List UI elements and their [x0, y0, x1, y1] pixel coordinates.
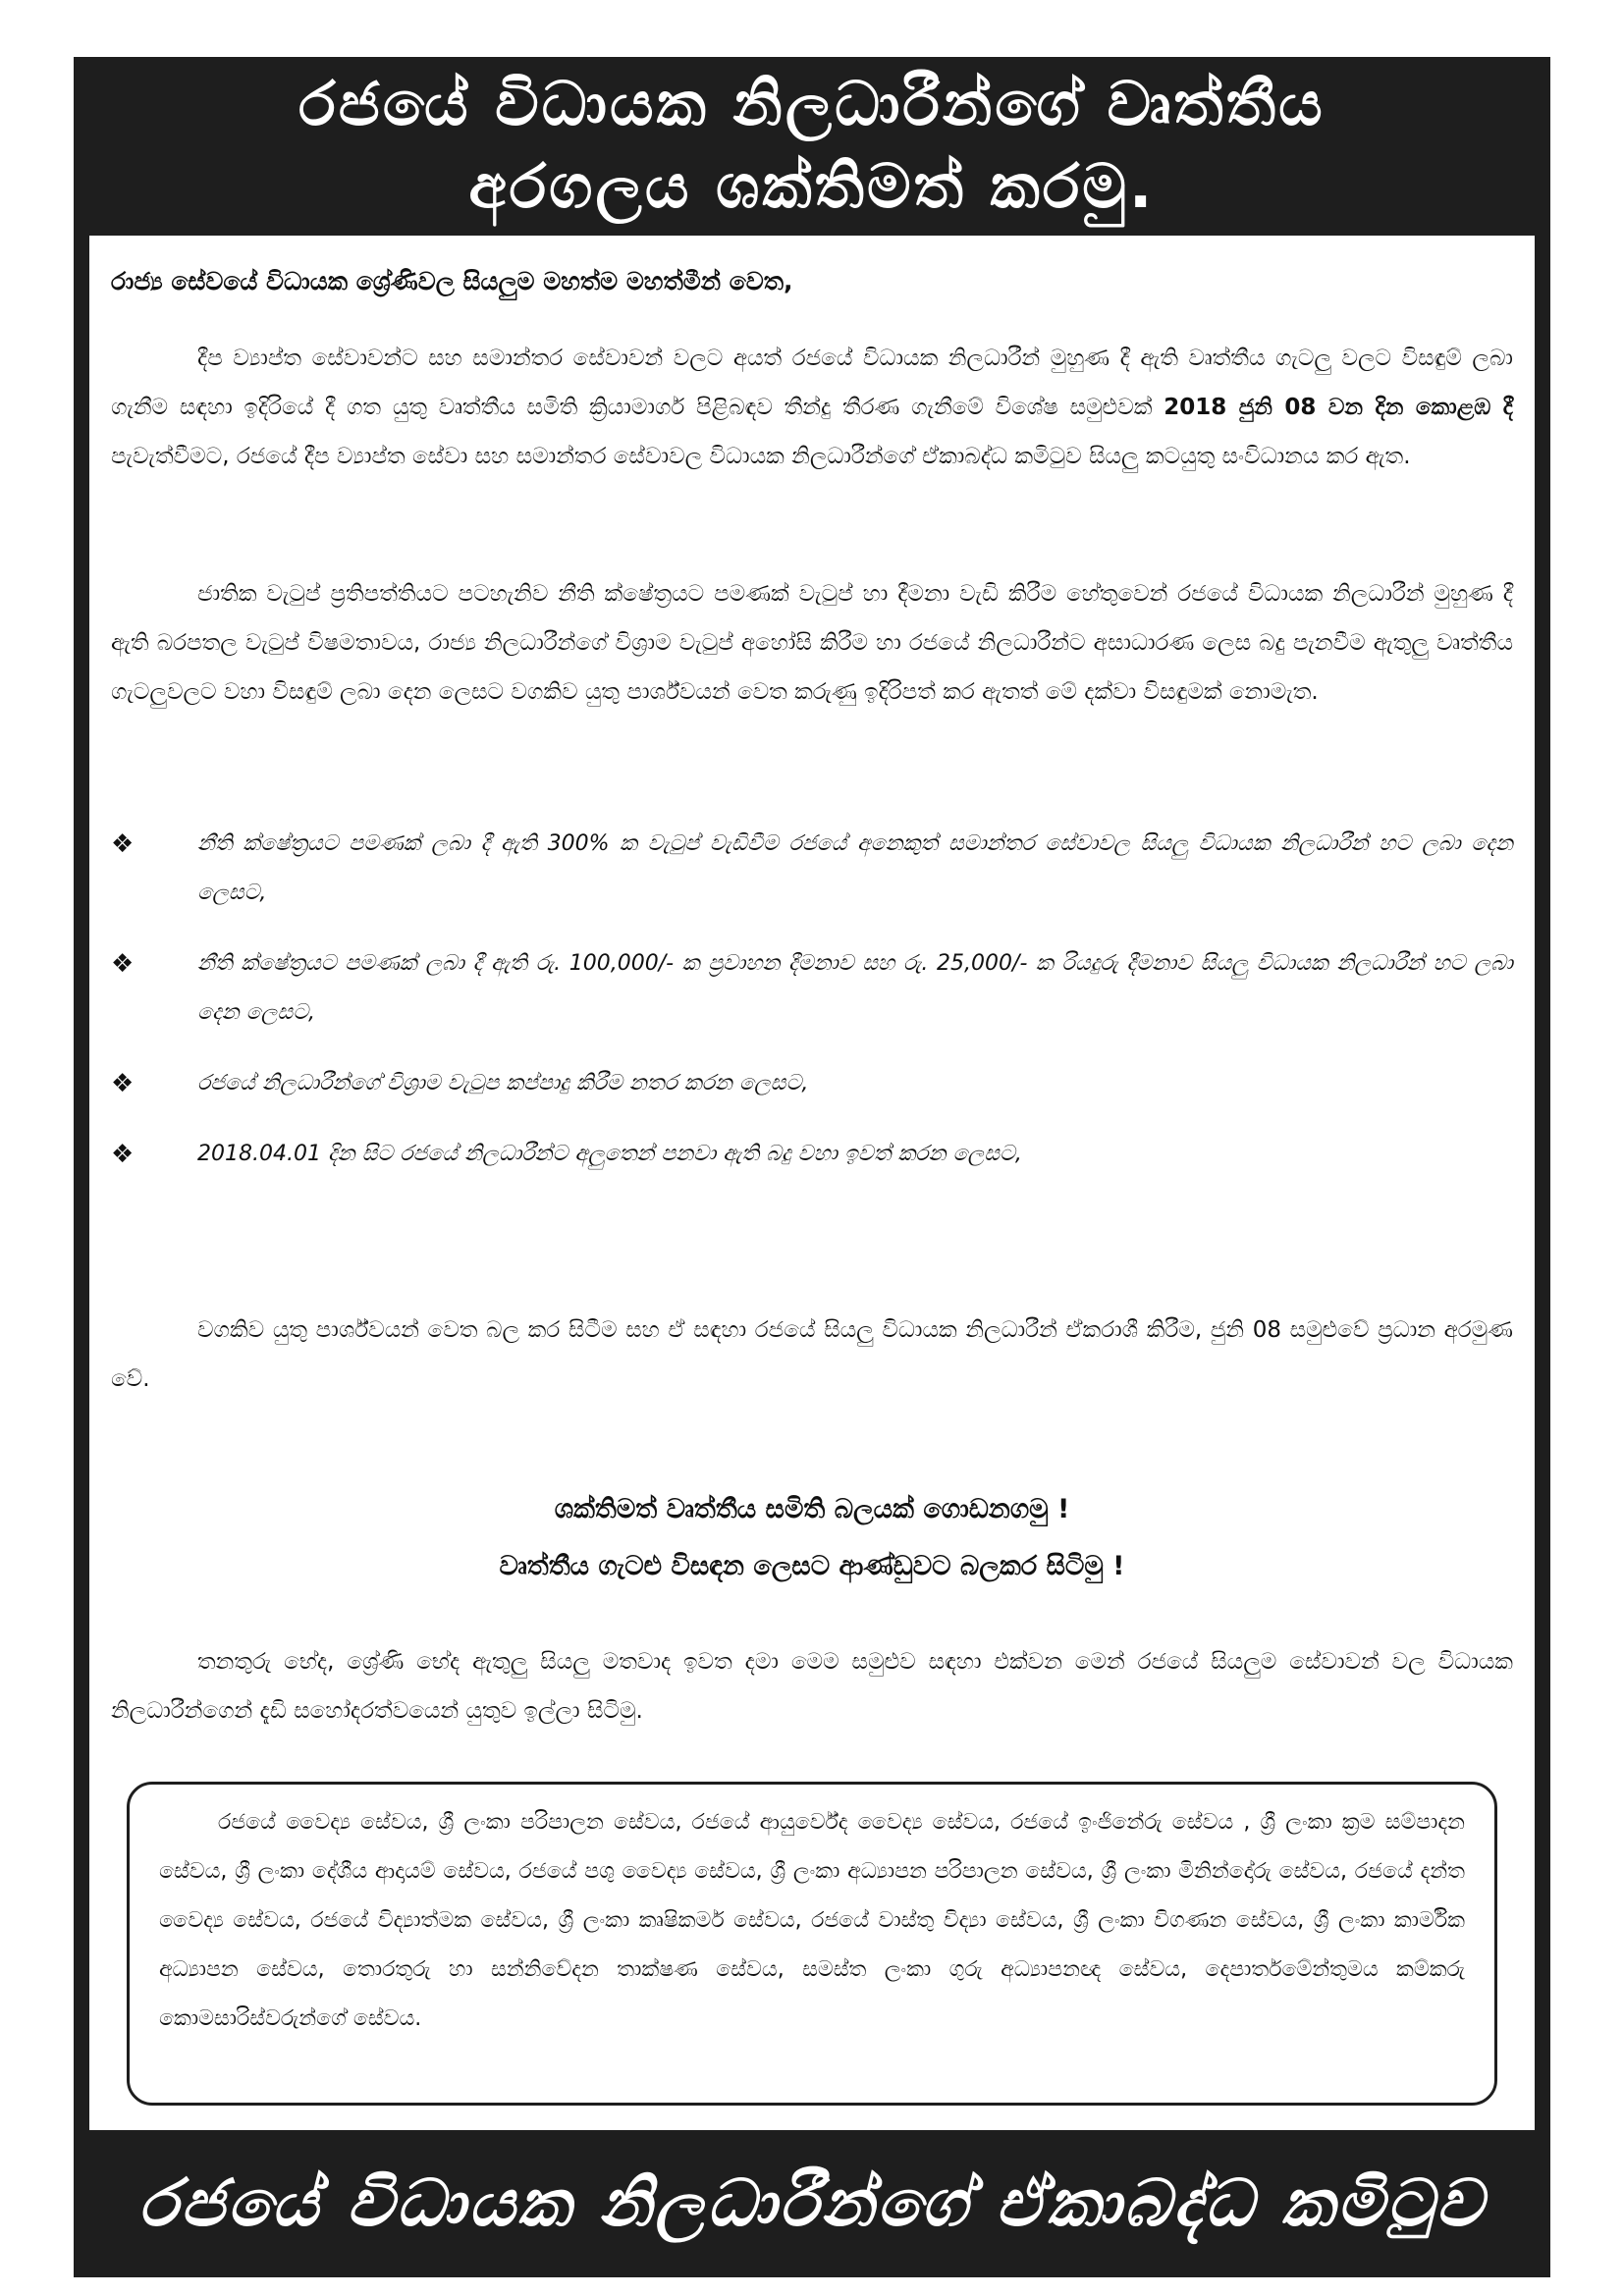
- list-item: [111, 820, 1513, 918]
- list-item: [111, 1059, 1513, 1108]
- slogan-2: වෘත්තීය ගැටළු විසඳන ලෙසට ආණ්ඩුවට බලකර සිටිමු !: [499, 1551, 1125, 1581]
- list-item: [111, 1130, 1513, 1179]
- diamond-bullet-icon: ❖: [111, 1140, 135, 1169]
- diamond-bullet-icon: ❖: [111, 949, 135, 979]
- salutation: රාජ්‍ය සේවයේ විධායක ශ්‍රේණිවල සියලුම මහත්ම මහත්මීන් වෙත,: [111, 267, 793, 295]
- footer-banner: [74, 2130, 1550, 2277]
- header-banner: [74, 57, 1550, 234]
- content-panel: [89, 236, 1535, 2130]
- footer-organization-name: රජයේ විධායක නිලධාරීන්ගේ ඒකාබද්ධ කමිටුව: [137, 2164, 1487, 2241]
- header-title-line-2: අරගලය ශක්තිමත් කරමු.: [468, 150, 1156, 222]
- list-item-text: රජයේ නිලධාරීන්ගේ විශ්‍රාම වැටුප කප්පාදු කිරීම නතර කරන ලෙසට,: [197, 1071, 809, 1095]
- list-item-text: නීති ක්ෂේත්‍රයට පමණක් ලබා දී ඇති 300% ක වැටුප් වැඩිවීම රජයේ අනෙකුත් සමාන්තර සේවාවල සියලු විධායක නිලධාරීන් හට ලබා දෙන ලෙසට,: [197, 831, 1513, 905]
- services-box: [127, 1782, 1497, 2106]
- demand-list: [111, 820, 1513, 1179]
- diamond-bullet-icon: ❖: [111, 1069, 135, 1098]
- list-item: [111, 939, 1513, 1038]
- list-item-text: 2018.04.01 දින සිට රජයේ නිලධාරීන්ට අලුතෙන් පනවා ඇති බදු වහා ඉවත් කරන ලෙසට,: [197, 1142, 1022, 1166]
- paragraph-3: වගකිව යුතු පාර්ශ්වයන් වෙත බල කර සිටීම සහ ඒ සඳහා රජයේ සියලු විධායක නිලධාරීන් ඒකරාශී කිරීම, ජුනි 08 සමුළුවේ ප්‍රධාන අරමුණ වේ.: [111, 1317, 1513, 1392]
- services-list: රජයේ වෛද්‍ය සේවය, ශ්‍රී ලංකා පරිපාලන සේවය, රජයේ ආයුර්වේද වෛද්‍ය සේවය, රජයේ ඉංජිනේරු සේවය , ශ්‍රී ලංකා ක්‍රම සම්පාදන සේවය, ශ්‍රී ලංකා දේශීය ආදායම් සේවය, රජයේ පශු වෛද්‍ය සේවය, ශ්‍රී ලංකා අධ්‍යාපන පරිපාලන සේවය, ශ්‍රී ලංකා මිනින්දෝරු සේවය, රජයේ දන්ත වෛද්‍ය සේවය, රජයේ විද්‍යාත්මක සේවය, ශ්‍රී ලංකා කෘෂිකර්ම සේවය, රජයේ වාස්තු විද්‍යා සේවය, ශ්‍රී ලංකා විගණන සේවය, ශ්‍රී ලංකා කාර්මික අධ්‍යාපන සේවය, තොරතුරු හා සන්නිවේදන තාක්ෂණ සේවය, සමස්ත ලංකා ගුරු අධ්‍යාපනඥ සේවය, දෙපාර්තමේන්තුමය කම්කරු කොමසාරිස්වරුන්ගේ සේවය.: [159, 1810, 1465, 2031]
- paragraph-1-date: 2018 ජුනි 08 වන දින කොළඹ දී: [1164, 395, 1514, 420]
- header-title-line-1: රජයේ විධායක නිලධාරීන්ගේ වෘත්තීය: [298, 68, 1326, 139]
- slogan-1: ශක්තිමත් වෘත්තීය සමිති බලයක් ගොඩනගමු !: [554, 1494, 1070, 1524]
- paragraph-1: [111, 334, 1513, 481]
- paragraph-2: ජාතික වැටුප් ප්‍රතිපත්තියට පටහැනිව නීති ක්ෂේත්‍රයට පමණක් වැටුප් හා දීමනා වැඩි කිරීම හේතුවෙන් රජයේ විධායක නිලධාරීන් මුහුණ දී ඇති බරපතල වැටුප් විෂමතාවය, රාජ්‍ය නිලධාරීන්ගේ විශ්‍රාම වැටුප් අහෝසි කිරීම හා රජයේ නිලධාරීන්ට අසාධාරණ ලෙස බදු පැනවීම ඇතුලු වෘත්තීය ගැටලුවලට වහා විසඳුම් ලබා දෙන ලෙසට වගකිව යුතු පාර්ශ්වයන් වෙත කරුණු ඉදිරිපත් කර ඇතත් මේ දක්වා විසඳුමක් නොමැත.: [111, 581, 1513, 705]
- paragraph-1-text-a: දීප ව්‍යාප්ත සේවාවන්ට සහ සමාන්තර සේවාවන් වලට අයත් රජයේ විධායක නිලධාරීන් මුහුණ දී ඇති වෘත්තීය ගැටලු වලට විසඳුම් ලබා ගැනීම සඳහා ඉදිරියේ දී ගත යුතු වෘත්තීය සමිති ක්‍රියාමාර්ග පිළිබඳව තීන්දු තීරණ ගැනීමේ විශේෂ සමුළුවක්: [111, 346, 1513, 420]
- paragraph-1-text-b: පැවැත්වීමට, රජයේ දීප ව්‍යාප්ත සේවා සහ සමාන්තර සේවාවල විධායක නිලධාරීන්ගේ ඒකාබද්ධ කමිටුව සියලු කටයුතු සංවිධානය කර ඇත.: [111, 444, 1411, 469]
- diamond-bullet-icon: ❖: [111, 829, 135, 859]
- paragraph-4: තනතුරු භේද, ශ්‍රේණි භේද ඇතුලු සියලු මතවාද ඉවත දමා මෙම සමුළුව සඳහා එක්වන මෙන් රජයේ සියලුම සේවාවන් වල විධායක නිලධාරීන්ගෙන් දැඩි සහෝදරත්වයෙන් යුතුව ඉල්ලා සිටිමු.: [111, 1649, 1513, 1724]
- list-item-text: නීති ක්ෂේත්‍රයට පමණක් ලබා දී ඇති රු. 100,000/- ක ප්‍රවාහන දීමනාව සහ රු. 25,000/- ක රියදුරු දීමනාව සියලු විධායක නිලධාරීන් හට ලබා දෙන ලෙසට,: [197, 951, 1513, 1025]
